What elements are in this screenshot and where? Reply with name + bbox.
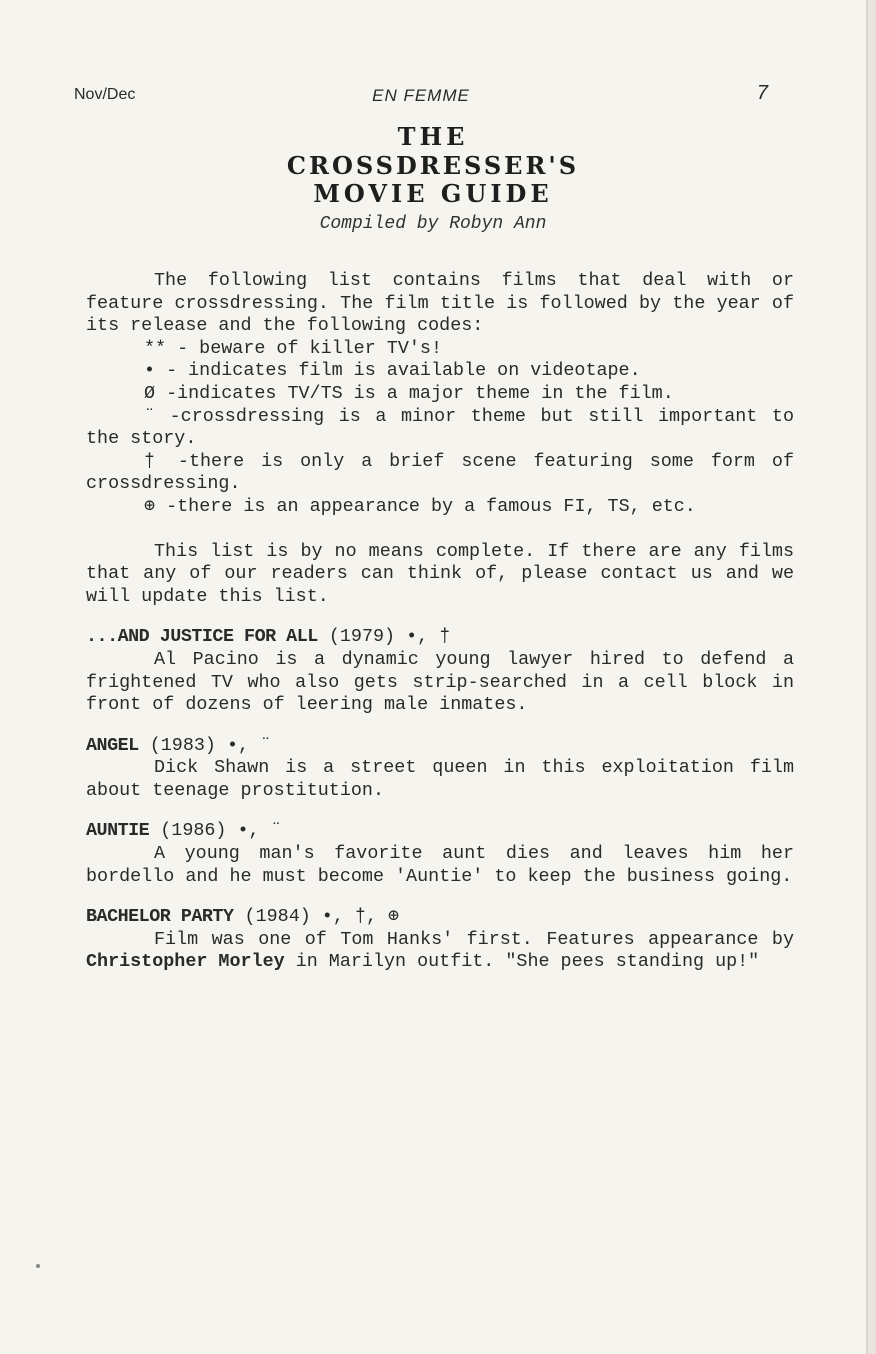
intro-paragraph: The following list contains films that deal with or feature crossdressing. The film title is followed by the year of its release and the following codes: [86,270,794,337]
entry-description: A young man's favorite aunt dies and leaves him her bordello and he must become 'Auntie' to keep the business going. [86,843,794,887]
article-body [86,270,794,974]
film-codes: (1986) •, ¨ [149,820,282,842]
note-paragraph: This list is by no means complete. If there are any films that any of our readers can think of, please contact us and we will update this list. [86,540,794,607]
description-text: in Marilyn outfit. "She pees standing up!" [284,951,760,973]
article-title [0,122,866,208]
code-famous-appearance: ⊕ -there is an appearance by a famous FI, TS, etc. [144,495,696,517]
page-number: 7 [756,82,768,104]
entry-title [86,820,794,843]
issue-date: Nov/Dec [74,86,136,103]
film-codes: (1983) •, ¨ [138,734,272,756]
actor-name: Christopher Morley [86,951,285,973]
film-codes: (1984) •, †, ⊕ [233,906,400,928]
film-title: AUNTIE [86,820,150,842]
code-videotape: • - indicates film is available on videotape. [144,360,641,382]
code-brief-scene: † -there is only a brief scene featuring some form of crossdressing. [86,450,794,495]
entry-description: Dick Shawn is a street queen in this exploitation film about teenage prostitution. [86,757,794,801]
film-codes: (1979) •, † [317,626,451,648]
code-killer-tv: ** - beware of killer TV's! [144,337,442,359]
entry-title [86,735,794,758]
entry-description [86,929,794,974]
title-line-1: THE [397,122,469,151]
film-title: ANGEL [86,734,139,756]
magazine-name: EN FEMME [372,86,470,105]
stray-mark [36,1264,40,1268]
page-header [74,82,768,112]
entry-title [86,626,794,649]
entry-title [86,906,794,929]
description-text: Film was one of Tom Hanks' first. Features appearance by [154,928,794,950]
title-line-2: CROSSDRESSER'S [286,151,580,180]
film-title: BACHELOR PARTY [86,906,234,928]
title-line-3: MOVIE GUIDE [313,179,553,208]
code-major-theme: Ø -indicates TV/TS is a major theme in the film. [144,382,674,404]
code-minor-theme: ¨ -crossdressing is a minor theme but still important to the story. [86,405,794,450]
film-title: ...AND JUSTICE FOR ALL [86,626,318,648]
entry-description: Al Pacino is a dynamic young lawyer hired to defend a frightened TV who also gets strip-searched in a cell block in front of dozens of leering male inmates. [86,648,794,716]
byline: Compiled by Robyn Ann [319,214,547,234]
